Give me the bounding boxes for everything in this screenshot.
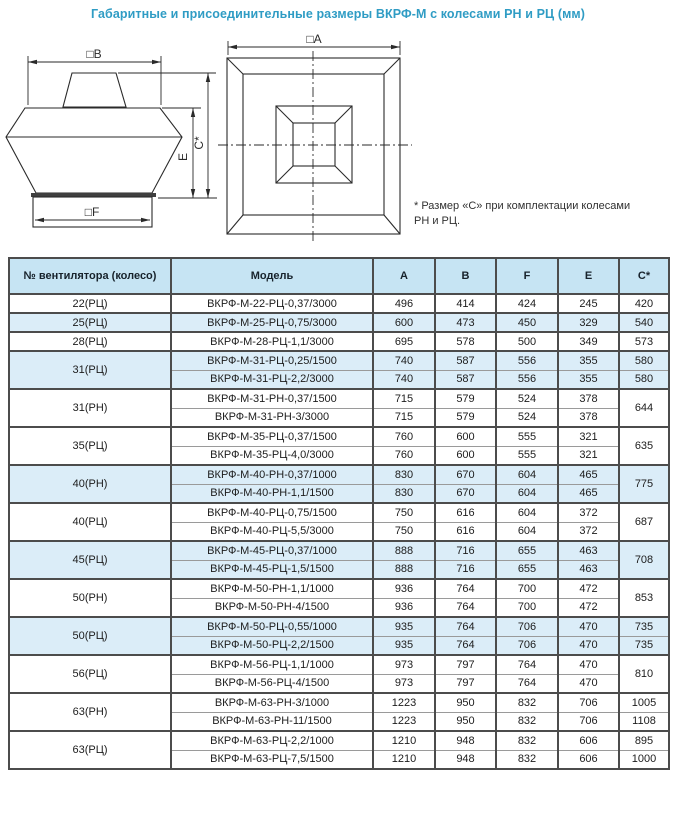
- dimensions-table-body: [9, 294, 669, 769]
- dim-a-cell: 760: [373, 427, 435, 446]
- dim-a-cell: 830: [373, 484, 435, 503]
- dim-c-cell: 895: [619, 731, 669, 750]
- dim-b-cell: 579: [435, 389, 496, 408]
- dim-a-cell: 600: [373, 313, 435, 332]
- model-cell: ВКРФ-М-50-РЦ-2,2/1500: [171, 636, 373, 655]
- model-cell: ВКРФ-М-63-РН-3/1000: [171, 693, 373, 712]
- dim-a-cell: 715: [373, 408, 435, 427]
- dim-c-cell: 1000: [619, 750, 669, 769]
- dim-a-cell: 750: [373, 522, 435, 541]
- dim-c-cell: 775: [619, 465, 669, 503]
- dim-b-cell: 764: [435, 636, 496, 655]
- dim-c-cell: 644: [619, 389, 669, 427]
- fan-number-cell: 25(РЦ): [9, 313, 171, 332]
- table-row: [9, 655, 669, 674]
- dim-e-cell: 465: [558, 465, 619, 484]
- model-cell: ВКРФ-М-45-РЦ-1,5/1500: [171, 560, 373, 579]
- page-title: Габаритные и присоединительные размеры ВКРФ-М с колесами РН и РЦ (мм): [90, 7, 586, 21]
- dim-a-cell: 888: [373, 560, 435, 579]
- model-cell: ВКРФ-М-35-РЦ-4,0/3000: [171, 446, 373, 465]
- dim-b-cell: 797: [435, 655, 496, 674]
- dim-c-cell: 580: [619, 370, 669, 389]
- model-cell: ВКРФ-М-50-РН-4/1500: [171, 598, 373, 617]
- dim-b-cell: 473: [435, 313, 496, 332]
- dim-c-cell: 420: [619, 294, 669, 313]
- dim-f-cell: 832: [496, 693, 558, 712]
- dim-b-cell: 670: [435, 465, 496, 484]
- dim-e-cell: 463: [558, 560, 619, 579]
- dim-e-cell: 372: [558, 503, 619, 522]
- dim-f-cell: 706: [496, 617, 558, 636]
- dim-b-cell: 616: [435, 522, 496, 541]
- figures-area: [0, 21, 676, 255]
- dim-a-cell: 715: [373, 389, 435, 408]
- dim-e-cell: 606: [558, 750, 619, 769]
- fan-number-cell: 63(РЦ): [9, 731, 171, 769]
- dim-a-cell: 496: [373, 294, 435, 313]
- dim-e-cell: 470: [558, 655, 619, 674]
- dim-e-cell: 472: [558, 598, 619, 617]
- dim-e-cell: 472: [558, 579, 619, 598]
- model-cell: ВКРФ-М-40-РН-0,37/1000: [171, 465, 373, 484]
- dim-a-cell: 830: [373, 465, 435, 484]
- dim-c-cell: 735: [619, 636, 669, 655]
- table-row: [9, 579, 669, 598]
- dim-f-cell: 764: [496, 655, 558, 674]
- table-row: [9, 294, 669, 313]
- col-header-model: Модель: [171, 258, 373, 294]
- dim-b-cell: 950: [435, 693, 496, 712]
- dim-b-cell: 948: [435, 750, 496, 769]
- col-header-c: C*: [619, 258, 669, 294]
- dim-f-cell: 556: [496, 370, 558, 389]
- dim-b-cell: 587: [435, 351, 496, 370]
- model-cell: ВКРФ-М-31-РН-0,37/1500: [171, 389, 373, 408]
- flange-outer-square: [227, 58, 400, 234]
- dim-e-cell: 470: [558, 617, 619, 636]
- model-cell: ВКРФ-М-50-РН-1,1/1000: [171, 579, 373, 598]
- flange-inner-square: [243, 74, 384, 215]
- dim-a-cell: 750: [373, 503, 435, 522]
- model-cell: ВКРФ-М-35-РЦ-0,37/1500: [171, 427, 373, 446]
- dim-b-cell: 587: [435, 370, 496, 389]
- dim-a-cell: 1223: [373, 693, 435, 712]
- fan-number-cell: 50(РН): [9, 579, 171, 617]
- dim-c-cell: 580: [619, 351, 669, 370]
- table-row: [9, 693, 669, 712]
- fan-number-cell: 45(РЦ): [9, 541, 171, 579]
- dim-c-cell: 1108: [619, 712, 669, 731]
- dim-c-label: C*: [192, 136, 206, 150]
- col-header-a: A: [373, 258, 435, 294]
- fan-number-cell: 31(РЦ): [9, 351, 171, 389]
- dim-a-cell: 740: [373, 351, 435, 370]
- model-cell: ВКРФ-М-40-РЦ-5,5/3000: [171, 522, 373, 541]
- col-header-fan-number: № вентилятора (колесо): [9, 258, 171, 294]
- dim-a-cell: 1223: [373, 712, 435, 731]
- dim-e-cell: 470: [558, 674, 619, 693]
- model-cell: ВКРФ-М-40-РН-1,1/1500: [171, 484, 373, 503]
- dim-b-cell: 616: [435, 503, 496, 522]
- table-row: [9, 465, 669, 484]
- dim-c-cell: 635: [619, 427, 669, 465]
- model-cell: ВКРФ-М-63-РН-11/1500: [171, 712, 373, 731]
- model-cell: ВКРФ-М-45-РЦ-0,37/1000: [171, 541, 373, 560]
- top-view-diagram: [218, 32, 412, 243]
- fan-number-cell: 31(РН): [9, 389, 171, 427]
- fan-motor-cover: [63, 73, 126, 107]
- dim-e-cell: 706: [558, 693, 619, 712]
- fan-number-cell: 35(РЦ): [9, 427, 171, 465]
- table-row: [9, 389, 669, 408]
- dim-f-cell: 500: [496, 332, 558, 351]
- col-header-e: E: [558, 258, 619, 294]
- dim-f-cell: 604: [496, 522, 558, 541]
- dim-f-cell: 556: [496, 351, 558, 370]
- model-cell: ВКРФ-М-40-РЦ-0,75/1500: [171, 503, 373, 522]
- dim-a-cell: 973: [373, 655, 435, 674]
- fan-number-cell: 40(РН): [9, 465, 171, 503]
- hood-inner-square: [293, 123, 335, 166]
- dim-a-label: □A: [306, 32, 322, 46]
- dim-e-cell: 463: [558, 541, 619, 560]
- dim-a-cell: 935: [373, 636, 435, 655]
- table-row: [9, 427, 669, 446]
- dim-f-cell: 524: [496, 408, 558, 427]
- dim-f-cell: 832: [496, 731, 558, 750]
- fan-body: [6, 108, 182, 193]
- table-row: [9, 617, 669, 636]
- dim-a-cell: 935: [373, 617, 435, 636]
- model-cell: ВКРФ-М-63-РЦ-7,5/1500: [171, 750, 373, 769]
- center-lines: [218, 51, 412, 243]
- dim-b-cell: 600: [435, 427, 496, 446]
- dim-b-cell: 948: [435, 731, 496, 750]
- model-cell: ВКРФ-М-28-РЦ-1,1/3000: [171, 332, 373, 351]
- dim-e-cell: 329: [558, 313, 619, 332]
- fan-number-cell: 22(РЦ): [9, 294, 171, 313]
- dim-c-cell: 687: [619, 503, 669, 541]
- fan-number-cell: 63(РН): [9, 693, 171, 731]
- model-cell: ВКРФ-М-50-РЦ-0,55/1000: [171, 617, 373, 636]
- dim-e-cell: 470: [558, 636, 619, 655]
- dim-a-cell: 936: [373, 598, 435, 617]
- fan-number-cell: 40(РЦ): [9, 503, 171, 541]
- dim-b-cell: 797: [435, 674, 496, 693]
- model-cell: ВКРФ-М-31-РН-3/3000: [171, 408, 373, 427]
- c-size-footnote: [414, 199, 664, 229]
- dim-e-cell: 355: [558, 351, 619, 370]
- dim-f-cell: 706: [496, 636, 558, 655]
- dim-b-cell: 670: [435, 484, 496, 503]
- dim-f-cell: 450: [496, 313, 558, 332]
- dim-e-cell: 321: [558, 427, 619, 446]
- col-header-b: B: [435, 258, 496, 294]
- footnote-line-1: * Размер «С» при комплектации колесами: [414, 200, 631, 212]
- dim-b-cell: 716: [435, 560, 496, 579]
- table-row: [9, 541, 669, 560]
- dim-e-cell: 606: [558, 731, 619, 750]
- dim-e-label: E: [176, 152, 190, 162]
- dim-b-label: □B: [86, 47, 102, 61]
- dim-a-cell: 695: [373, 332, 435, 351]
- table-row: [9, 731, 669, 750]
- fan-number-cell: 28(РЦ): [9, 332, 171, 351]
- dim-f-cell: 832: [496, 750, 558, 769]
- dim-c-cell: 573: [619, 332, 669, 351]
- table-row: [9, 313, 669, 332]
- dim-e-cell: 465: [558, 484, 619, 503]
- fan-base-plate: [31, 193, 156, 197]
- table-row: [9, 332, 669, 351]
- fan-number-cell: 50(РЦ): [9, 617, 171, 655]
- table-row: [9, 503, 669, 522]
- dim-c-cell: 810: [619, 655, 669, 693]
- dim-a-cell: 740: [373, 370, 435, 389]
- dim-f-cell: 700: [496, 579, 558, 598]
- dim-b-cell: 578: [435, 332, 496, 351]
- model-cell: ВКРФ-М-22-РЦ-0,37/3000: [171, 294, 373, 313]
- dim-e-cell: 245: [558, 294, 619, 313]
- dim-a-cell: 888: [373, 541, 435, 560]
- fan-number-cell: 56(РЦ): [9, 655, 171, 693]
- model-cell: ВКРФ-М-25-РЦ-0,75/3000: [171, 313, 373, 332]
- dim-e-cell: 349: [558, 332, 619, 351]
- dim-f-cell: 524: [496, 389, 558, 408]
- dim-b-cell: 600: [435, 446, 496, 465]
- model-cell: ВКРФ-М-31-РЦ-2,2/3000: [171, 370, 373, 389]
- dim-f-cell: 604: [496, 465, 558, 484]
- dim-b-cell: 764: [435, 579, 496, 598]
- dim-f-label: □F: [84, 205, 100, 219]
- model-cell: ВКРФ-М-56-РЦ-4/1500: [171, 674, 373, 693]
- dim-f-cell: 655: [496, 541, 558, 560]
- dim-b-cell: 950: [435, 712, 496, 731]
- model-cell: ВКРФ-М-63-РЦ-2,2/1000: [171, 731, 373, 750]
- dim-e-cell: 378: [558, 389, 619, 408]
- dim-f-cell: 764: [496, 674, 558, 693]
- dimensions-table: [8, 257, 670, 770]
- table-row: [9, 351, 669, 370]
- dim-b-cell: 764: [435, 617, 496, 636]
- table-header-row: [9, 258, 669, 294]
- dim-b-cell: 414: [435, 294, 496, 313]
- dim-f-cell: 555: [496, 427, 558, 446]
- model-cell: ВКРФ-М-31-РЦ-0,25/1500: [171, 351, 373, 370]
- dim-f-cell: 424: [496, 294, 558, 313]
- dim-c-cell: 540: [619, 313, 669, 332]
- dim-a-cell: 1210: [373, 731, 435, 750]
- dim-e-cell: 706: [558, 712, 619, 731]
- dim-f-cell: 832: [496, 712, 558, 731]
- dim-c-cell: 735: [619, 617, 669, 636]
- dim-b-cell: 579: [435, 408, 496, 427]
- col-header-f: F: [496, 258, 558, 294]
- dim-a-cell: 973: [373, 674, 435, 693]
- dim-f-cell: 604: [496, 484, 558, 503]
- dim-c-cell: 1005: [619, 693, 669, 712]
- dim-f-cell: 555: [496, 446, 558, 465]
- dim-c-cell: 708: [619, 541, 669, 579]
- dim-a-cell: 936: [373, 579, 435, 598]
- dim-f-cell: 604: [496, 503, 558, 522]
- dim-e-cell: 378: [558, 408, 619, 427]
- dim-c-cell: 853: [619, 579, 669, 617]
- dim-b-cell: 764: [435, 598, 496, 617]
- footnote-line-2: РН и РЦ.: [414, 215, 461, 227]
- dim-f-cell: 700: [496, 598, 558, 617]
- dim-e-cell: 355: [558, 370, 619, 389]
- dim-e-cell: 372: [558, 522, 619, 541]
- dim-f-cell: 655: [496, 560, 558, 579]
- dim-a-cell: 1210: [373, 750, 435, 769]
- dim-a-cell: 760: [373, 446, 435, 465]
- dim-e-cell: 321: [558, 446, 619, 465]
- side-view-diagram: [6, 47, 217, 227]
- dim-b-cell: 716: [435, 541, 496, 560]
- model-cell: ВКРФ-М-56-РЦ-1,1/1000: [171, 655, 373, 674]
